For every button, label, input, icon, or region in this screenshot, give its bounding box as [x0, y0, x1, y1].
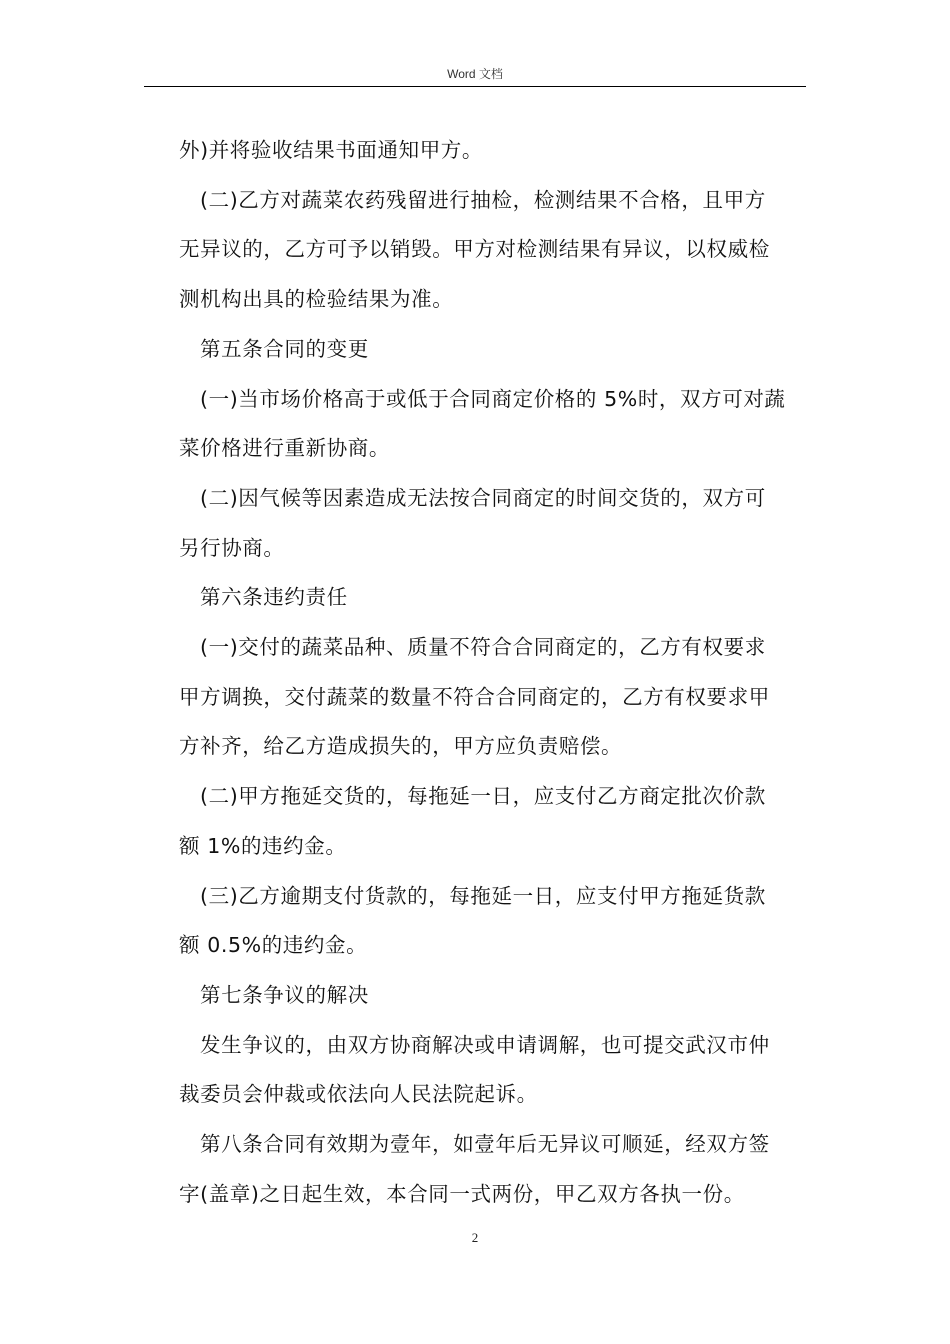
text-line: (一)交付的蔬菜品种、质量不符合合同商定的，乙方有权要求: [200, 635, 766, 660]
document-body: [179, 126, 809, 1219]
text-line: 菜价格进行重新协商。: [179, 436, 390, 461]
text-line: 甲方调换，交付蔬菜的数量不符合合同商定的，乙方有权要求甲: [179, 684, 770, 709]
text-line: 第七条争议的解决: [200, 982, 369, 1007]
text-line: 字(盖章)之日起生效，本合同一式两份，甲乙双方各执一份。: [179, 1181, 745, 1206]
text-line: 方补齐，给乙方造成损失的，甲方应负责赔偿。: [179, 734, 623, 759]
text-line: (二)甲方拖延交货的，每拖延一日，应支付乙方商定批次价款: [200, 784, 766, 809]
text-line: 额 1%的违约金。: [179, 833, 347, 858]
text-line: 第五条合同的变更: [200, 336, 369, 361]
text-line: (一)当市场价格高于或低于合同商定价格的 5%时，双方可对蔬: [200, 386, 786, 411]
text-line: 第六条违约责任: [200, 585, 348, 610]
text-line: 外)并将验收结果书面通知甲方。: [179, 138, 483, 162]
text-line: 额 0.5%的违约金。: [179, 933, 368, 958]
text-line: 测机构出具的检验结果为准。: [179, 287, 454, 312]
text-line: (二)乙方对蔬菜农药残留进行抽检，检测结果不合格，且甲方: [200, 187, 766, 212]
text-line: (三)乙方逾期支付货款的，每拖延一日，应支付甲方拖延货款: [200, 883, 766, 908]
page-header: Word 文档: [447, 67, 503, 81]
text-line: 无异议的，乙方可予以销毁。甲方对检测结果有异议，以权威检: [179, 237, 770, 262]
text-line: (二)因气候等因素造成无法按合同商定的时间交货的，双方可: [200, 485, 766, 510]
text-line: 第八条合同有效期为壹年，如壹年后无异议可顺延，经双方签: [200, 1132, 770, 1157]
text-line: 发生争议的，由双方协商解决或申请调解，也可提交武汉市仲: [200, 1032, 770, 1057]
text-line: 裁委员会仲裁或依法向人民法院起诉。: [179, 1082, 538, 1107]
text-line: 另行协商。: [179, 535, 285, 560]
header-divider: [144, 86, 806, 87]
page-number: 2: [471, 1230, 479, 1245]
